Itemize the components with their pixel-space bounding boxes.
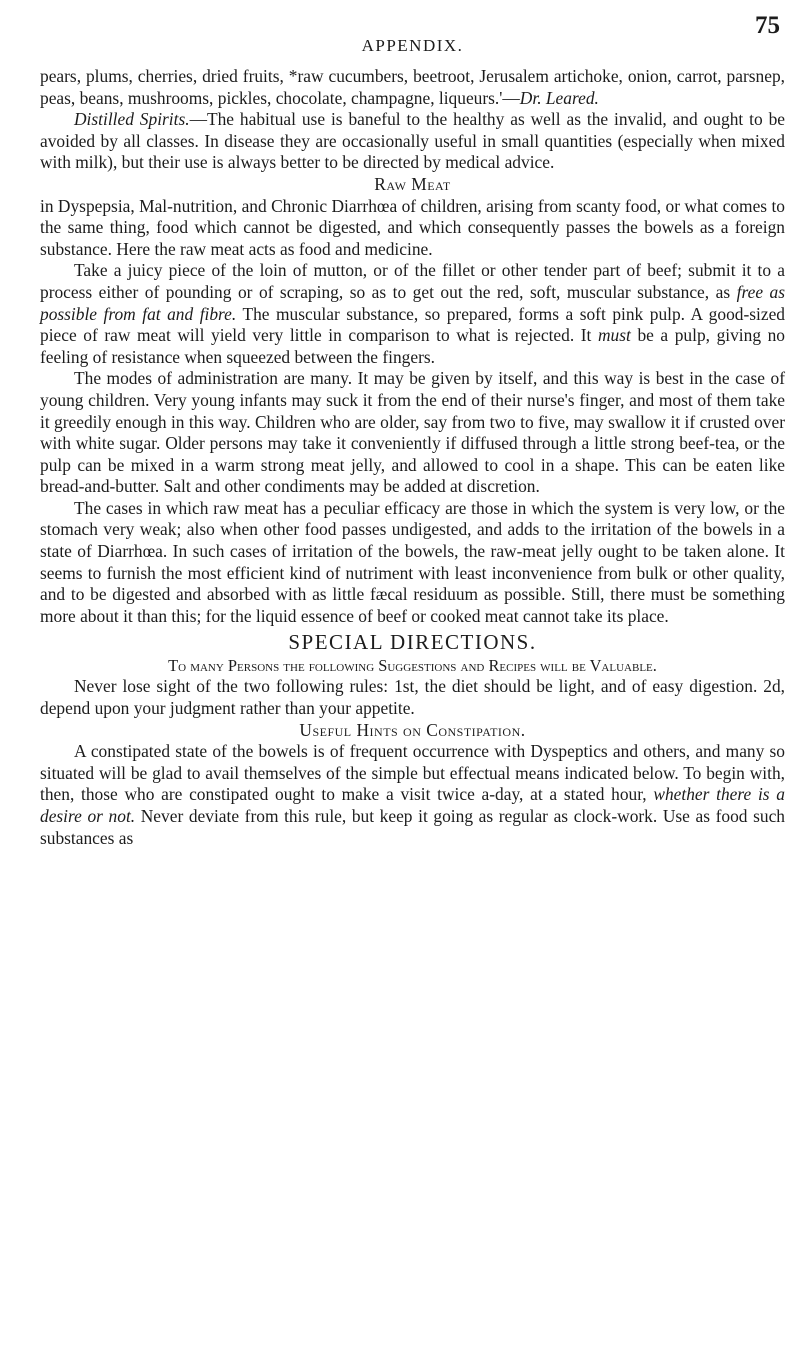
citation: Dr. Leared. <box>519 87 599 108</box>
paragraph-constipation <box>40 741 785 849</box>
emphasis-text: must <box>597 325 631 346</box>
paragraph-raw-meat-preparation <box>40 260 785 368</box>
emphasis-text: free as possible from fat and fibre. <box>40 281 785 324</box>
heading-raw-meat: Raw Meat <box>374 173 451 194</box>
page-number: 75 <box>755 12 780 39</box>
paragraph-distilled-spirits <box>40 109 785 174</box>
paragraph-text: pears, plums, cherries, dried fruits, *raw cucumbers, beetroot, Jerusalem artichoke, onion, carrot, parsnep, peas, beans, mushrooms, pickles, chocolate, champagne, liqueurs.'— <box>40 66 785 108</box>
book-page <box>40 8 785 1358</box>
section-subtitle: To many Persons the following Suggestions and Recipes will be Valuable. <box>168 656 657 676</box>
running-title: APPENDIX. <box>361 36 464 55</box>
paragraph-text: be a pulp, giving no feeling of resistance when squeezed between the fingers. <box>40 325 785 367</box>
paragraph-two-rules: Never lose sight of the two following rules: 1st, the diet should be light, and of easy digestion. 2d, depend upon your judgment rather than your appetite. <box>40 676 785 719</box>
paragraph-text: A constipated state of the bowels is of frequent occurrence with Dyspeptics and others, and many so situated will be glad to avail themselves of the simple but effectual means indicated below. To begin with, then, those who are constipated ought to make a visit twice a-day, at a stated hour, <box>40 741 785 805</box>
running-head <box>40 8 785 66</box>
section-title-special-directions: SPECIAL DIRECTIONS. <box>288 630 537 655</box>
run-in-heading: Distilled Spirits. <box>74 109 190 130</box>
body-text <box>40 66 785 849</box>
paragraph-text: Take a juicy piece of the loin of mutton, or of the fillet or other tender part of beef; submit it to a process either of pounding or of scraping, so as to get out the red, soft, muscular substance, as <box>40 260 785 302</box>
paragraph-text: —The habitual use is baneful to the healthy as well as the invalid, and ought to be avoided by all classes. In disease they are occasionally useful in small quantities (especially when mixed with milk), but their use is always better to be directed by medical advice. <box>40 109 785 173</box>
paragraph-diet-list <box>40 66 785 109</box>
paragraph-raw-meat-intro: in Dyspepsia, Mal-nutrition, and Chronic Diarrhœa of children, arising from scanty food, or what comes to the same thing, food which cannot be digested, and which consequently passes the bowels as a foreign substance. Here the raw meat acts as food and medicine. <box>40 195 785 259</box>
heading-constipation-hints: Useful Hints on Constipation. <box>299 719 526 740</box>
paragraph-text: Never deviate from this rule, but keep it going as regular as clock-work. Use as food such substances as <box>40 806 785 848</box>
paragraph-efficacy-cases: The cases in which raw meat has a peculiar efficacy are those in which the system is very low, or the stomach very weak; also when other food passes undigested, and adds to the irritation of the bowels in a state of Diarrhœa. In such cases of irritation of the bowels, the raw-meat jelly ought to be taken alone. It seems to furnish the most efficient kind of nutriment with least inconvenience from bulk or other quality, and to be digested and absorbed with as little fæcal residuum as possible. Still, there must be something more about it than this; for the liquid essence of beef or cooked meat cannot take its place. <box>40 497 785 626</box>
emphasis-text: whether there is a desire or not. <box>40 784 785 826</box>
paragraph-text: The muscular substance, so prepared, forms a soft pink pulp. A good-sized piece of raw meat will yield very little in comparison to what is rejected. It <box>40 303 785 346</box>
paragraph-modes-of-administration: The modes of administration are many. It may be given by itself, and this way is best in the case of young children. Very young infants may suck it from the end of their nurse's finger, and most of them take it greedily enough in this way. Children who are older, say from two to five, may swallow it if crusted over with white sugar. Older persons may take it conveniently if diffused through a little strong beef-tea, or the pulp can be mixed in a warm strong meat jelly, and allowed to cool in a shape. This can be eaten like bread-and-butter. Salt and other condiments may be added at discretion. <box>40 368 785 497</box>
